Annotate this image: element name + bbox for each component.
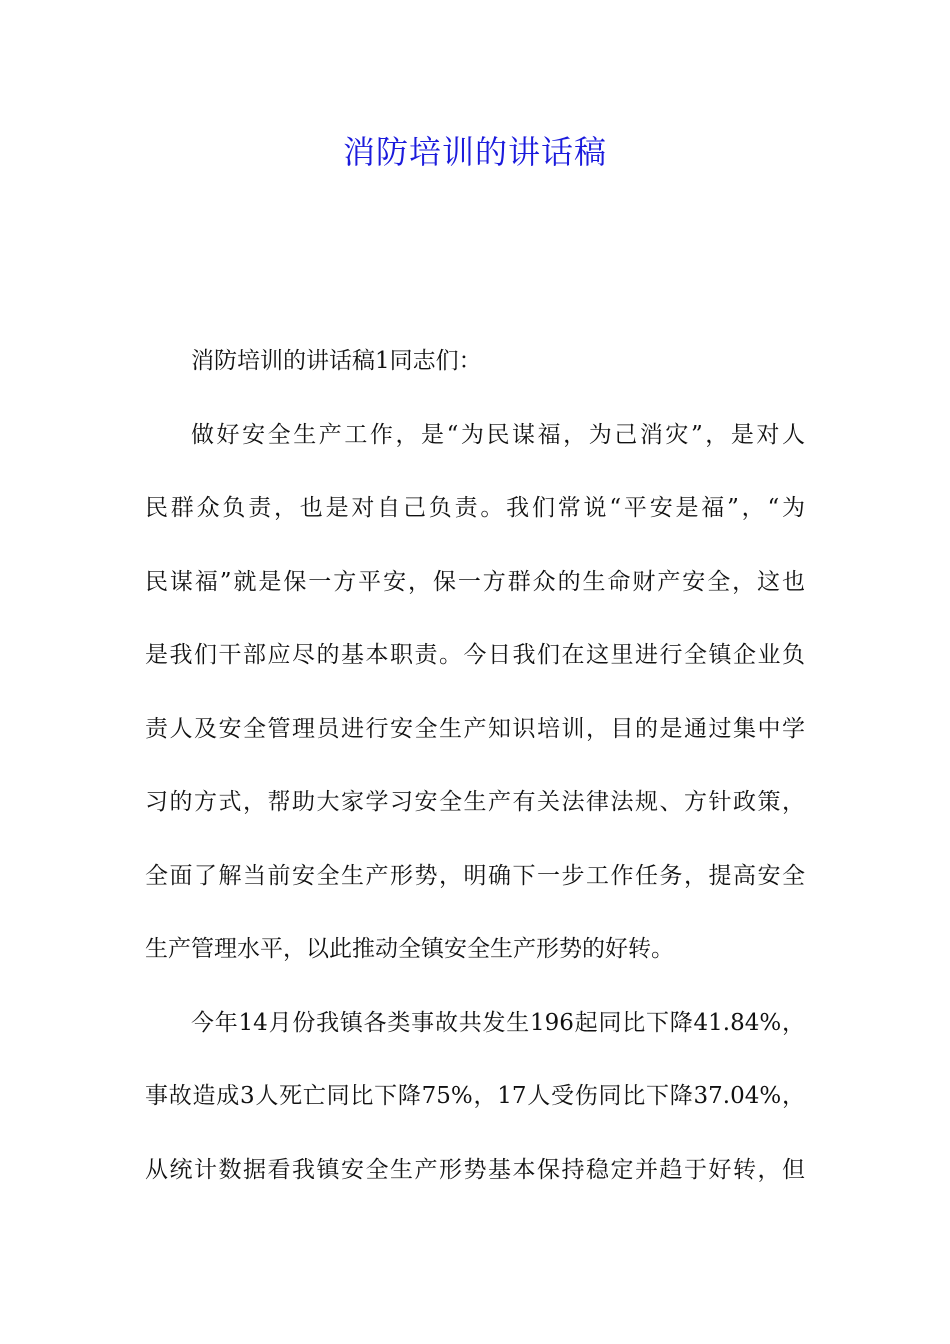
paragraph-line: 民谋福”就是保一方平安，保一方群众的生命财产安全，这也 (145, 568, 805, 595)
paragraph-line: 今年14月份我镇各类事故共发生196起同比下降41.84%， (191, 1009, 805, 1036)
document-title: 消防培训的讲话稿 (342, 133, 607, 171)
paragraph-line: 全面了解当前安全生产形势，明确下一步工作任务，提高安全 (145, 862, 805, 889)
paragraph-line: 事故造成3人死亡同比下降75%，17人受伤同比下降37.04%， (145, 1083, 805, 1109)
paragraph-line: 从统计数据看我镇安全生产形势基本保持稳定并趋于好转，但 (145, 1156, 805, 1183)
paragraph-line: 生产管理水平，以此推动全镇安全生产形势的好转。 (145, 936, 674, 962)
document-body (145, 338, 805, 1220)
paragraph-line: 是我们干部应尽的基本职责。今日我们在这里进行全镇企业负 (145, 642, 805, 668)
paragraph-line: 消防培训的讲话稿1同志们： (191, 348, 482, 374)
paragraph-line: 习的方式，帮助大家学习安全生产有关法律法规、方针政策， (145, 789, 805, 815)
paragraph-line: 做好安全生产工作，是“为民谋福，为己消灾”，是对人 (191, 421, 805, 448)
paragraph-line: 民群众负责，也是对自己负责。我们常说“平安是福”，“为 (145, 495, 805, 521)
paragraph-line: 责人及安全管理员进行安全生产知识培训，目的是通过集中学 (145, 715, 805, 742)
